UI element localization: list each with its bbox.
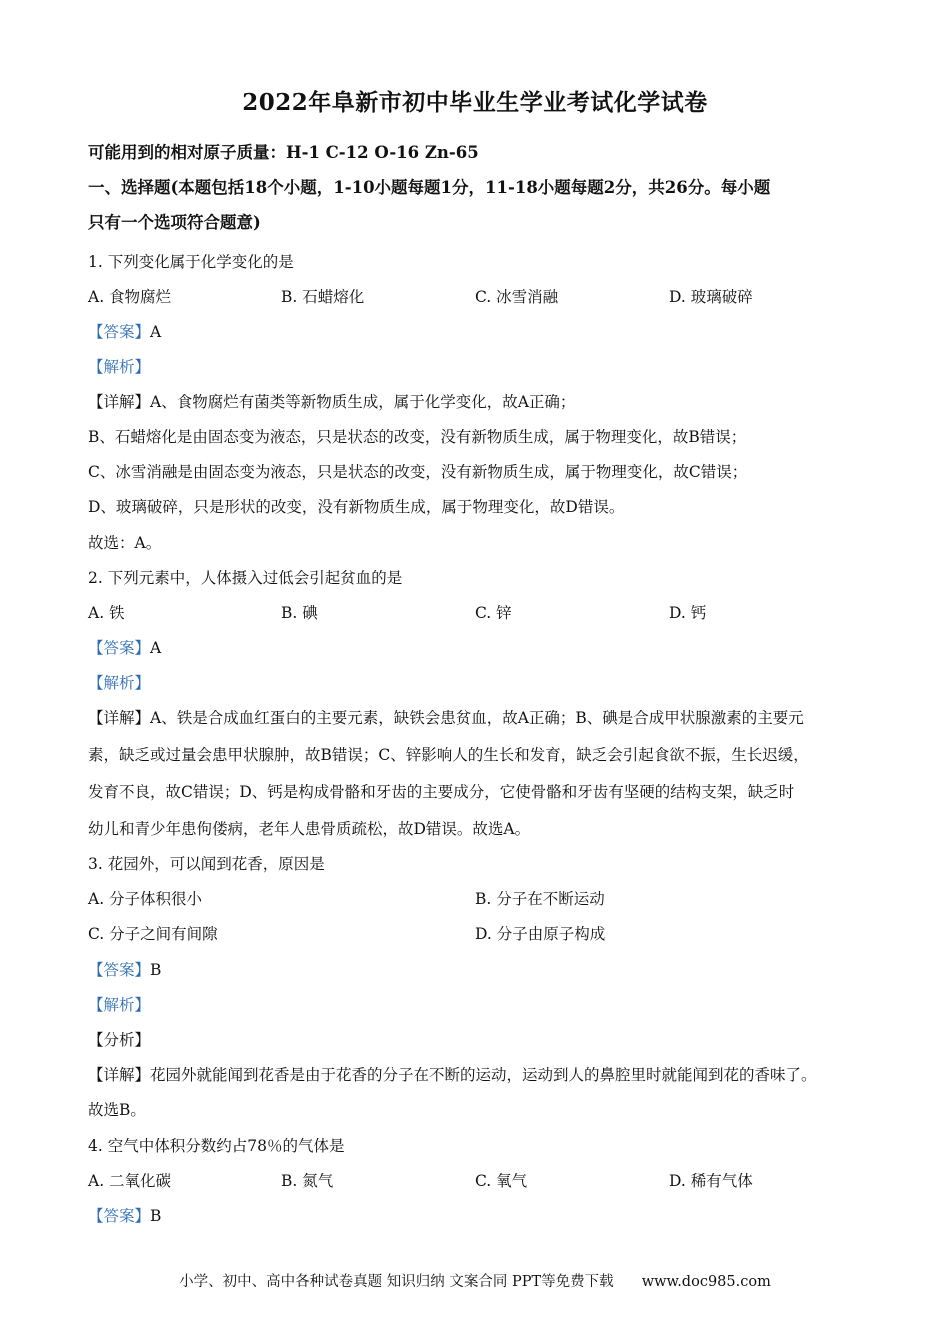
q2-option-b: B. 碘	[281, 604, 318, 622]
q1-analysis	[88, 357, 878, 377]
q4-option-d: D. 稀有气体	[669, 1172, 753, 1190]
q1-detail-4: D、玻璃破碎，只是形状的改变，没有新物质生成，属于物理变化，故D错误。	[88, 498, 625, 516]
answer-label: 【答案】	[88, 1207, 151, 1225]
q3-conclusion: 故选B。	[88, 1101, 146, 1119]
q1-detail-1	[88, 392, 878, 412]
q1-detail-text: A、食物腐烂有菌类等新物质生成，属于化学变化，故A正确；	[150, 393, 576, 411]
q3-option-c: C. 分子之间有间隙	[88, 925, 218, 943]
q2-detail-text: A、铁是合成血红蛋白的主要元素，缺铁会患贫血，故A正确；B、碘是合成甲状腺激素的主要元	[150, 709, 804, 727]
q3-fenxi: 【分析】	[88, 1031, 151, 1049]
q3-answer	[88, 960, 878, 980]
q3-detail-text: 花园外就能闻到花香是由于花香的分子在不断的运动，运动到人的鼻腔里时就能闻到花的香味了。	[150, 1066, 817, 1084]
q4-option-a: A. 二氧化碳	[88, 1172, 172, 1190]
q1-conclusion: 故选：A。	[88, 534, 162, 552]
q3-option-d: D. 分子由原子构成	[475, 925, 606, 943]
analysis-label: 【解析】	[88, 674, 151, 692]
q4-option-b: B. 氮气	[281, 1172, 334, 1190]
answer-label: 【答案】	[88, 639, 151, 657]
q2-detail-3: 发育不良，故C错误；D、钙是构成骨骼和牙齿的主要成分，它使骨骼和牙齿有坚硬的结构支架，缺乏时	[88, 783, 795, 801]
q1-option-a: A. 食物腐烂	[88, 288, 172, 306]
section-heading-cont: 只有一个选项符合题意)	[88, 213, 261, 232]
q4-stem: 4. 空气中体积分数约占78％的气体是	[88, 1137, 345, 1155]
detail-label: 【详解】	[88, 1066, 151, 1084]
page-title: 2022年阜新市初中毕业生学业考试化学试卷	[242, 89, 708, 116]
q3-detail-1	[88, 1065, 878, 1085]
section-heading: 一、选择题(本题包括18个小题，1-10小题每题1分，11-18小题每题2分，共26分。每小题	[88, 178, 771, 197]
q1-detail-2: B、石蜡熔化是由固态变为液态，只是状态的改变，没有新物质生成，属于物理变化，故B错误；	[88, 428, 747, 446]
q2-answer-value: A	[150, 639, 162, 657]
q1-option-b: B. 石蜡熔化	[281, 288, 365, 306]
answer-label: 【答案】	[88, 323, 151, 341]
analysis-label: 【解析】	[88, 358, 151, 376]
q4-answer	[88, 1206, 878, 1226]
q4-option-c: C. 氧气	[475, 1172, 528, 1190]
q2-option-a: A. 铁	[88, 604, 125, 622]
footer-url[interactable]: www.doc985.com	[641, 1274, 771, 1290]
atomic-mass-note: 可能用到的相对原子质量：H-1 C-12 O-16 Zn-65	[88, 143, 479, 162]
q2-option-c: C. 锌	[475, 604, 512, 622]
page-footer	[0, 1270, 950, 1291]
q3-option-b: B. 分子在不断运动	[475, 890, 605, 908]
q1-detail-3: C、冰雪消融是由固态变为液态，只是状态的改变，没有新物质生成，属于物理变化，故C错误；	[88, 463, 748, 481]
q1-stem: 1. 下列变化属于化学变化的是	[88, 253, 294, 271]
answer-label: 【答案】	[88, 961, 151, 979]
q3-answer-value: B	[150, 961, 162, 979]
analysis-label: 【解析】	[88, 996, 151, 1014]
q3-analysis	[88, 995, 878, 1015]
q2-stem: 2. 下列元素中，人体摄入过低会引起贫血的是	[88, 569, 403, 587]
footer-text: 小学、初中、高中各种试卷真题 知识归纳 文案合同 PPT等免费下载	[179, 1274, 614, 1290]
detail-label: 【详解】	[88, 709, 151, 727]
q2-analysis	[88, 673, 878, 693]
detail-label: 【详解】	[88, 393, 151, 411]
q3-stem: 3. 花园外，可以闻到花香，原因是	[88, 855, 325, 873]
q2-option-d: D. 钙	[669, 604, 707, 622]
q2-answer	[88, 638, 878, 658]
q1-option-c: C. 冰雪消融	[475, 288, 559, 306]
q2-detail-4: 幼儿和青少年患佝偻病，老年人患骨质疏松，故D错误。故选A。	[88, 820, 531, 838]
q1-answer	[88, 322, 878, 342]
q2-detail-2: 素，缺乏或过量会患甲状腺肿，故B错误；C、锌影响人的生长和发育，缺乏会引起食欲不振，生长迟缓，	[88, 746, 809, 764]
q4-answer-value: B	[150, 1207, 162, 1225]
q1-answer-value: A	[150, 323, 162, 341]
q2-detail-1	[88, 708, 878, 728]
q1-option-d: D. 玻璃破碎	[669, 288, 753, 306]
q3-option-a: A. 分子体积很小	[88, 890, 203, 908]
